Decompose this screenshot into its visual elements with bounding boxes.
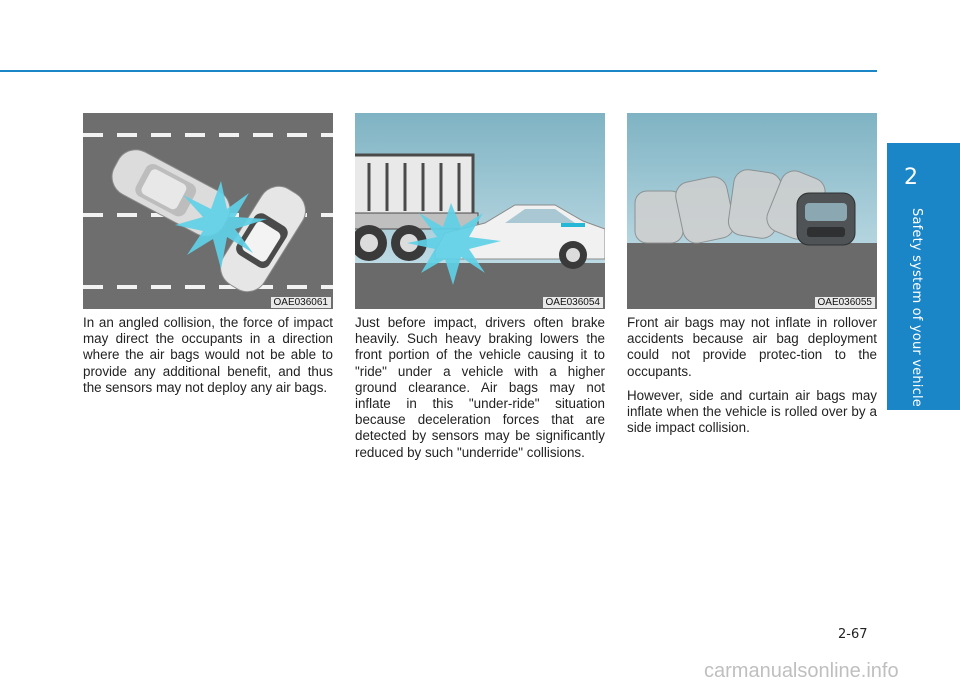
rollover-illustration bbox=[627, 113, 877, 309]
body-paragraph: However, side and curtain air bags may inflate when the vehicle is rolled over by a side impact collision. bbox=[627, 387, 877, 436]
figure-underride bbox=[355, 113, 605, 309]
body-paragraph: Just before impact, drivers often brake heavily. Such heavy braking lowers the front portion of the vehicle causing it to "ride" under a vehicle with a higher ground clearance. Air bags may not inflate in this "under-ride" situation because deceleration forces that are detected by sensors may be significantly reduced by such "underride" collisions. bbox=[355, 315, 605, 460]
figure-code: OAE036061 bbox=[271, 297, 332, 308]
column-angled-collision bbox=[83, 113, 333, 396]
figure-angled-collision bbox=[83, 113, 333, 309]
figure-rollover bbox=[627, 113, 877, 309]
angled-collision-illustration bbox=[83, 113, 333, 309]
header-rule bbox=[0, 70, 877, 72]
page-number: 2-67 bbox=[838, 627, 868, 642]
body-paragraph: Front air bags may not inflate in rollover accidents because air bag deployment could not provide protec-tion to the occupants. bbox=[627, 315, 877, 379]
column-rollover bbox=[627, 113, 877, 436]
watermark: carmanualsonline.info bbox=[704, 660, 899, 682]
chapter-number: 2 bbox=[904, 165, 918, 190]
figure-code: OAE036055 bbox=[815, 297, 876, 308]
underride-illustration bbox=[355, 113, 605, 309]
column-underride bbox=[355, 113, 605, 461]
chapter-title: Safety system of your vehicle bbox=[909, 208, 924, 407]
figure-code: OAE036054 bbox=[543, 297, 604, 308]
body-paragraph: In an angled collision, the force of impact may direct the occupants in a direction where the air bags would not be able to provide any additional benefit, and thus the sensors may not deploy any air bags. bbox=[83, 315, 333, 395]
chapter-tab[interactable] bbox=[887, 143, 960, 410]
